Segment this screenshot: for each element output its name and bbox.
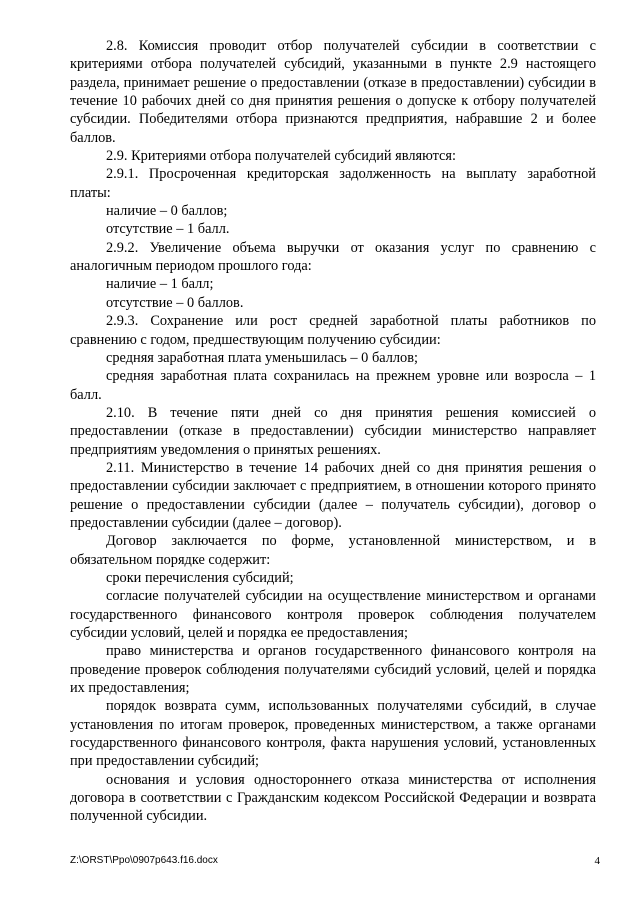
criterion-option: средняя заработная плата уменьшилась – 0 баллов; (106, 349, 418, 366)
contract-item: порядок возврата сумм, использованных получателями субсидий, в случае установления по итогам проверок, проведенных министерством, а также органами государственного финансового контроля, факта нарушения условий, установленных при предоставлении субсидий; (70, 698, 596, 770)
contract-item: согласие получателей субсидии на осуществление министерством и органами государственного финансового контроля проверок соблюдения получателем субсидии условий, целей и порядка ее предоставления; (70, 588, 596, 641)
paragraph-2-9-1: 2.9.1. Просроченная кредиторская задолженность на выплату заработной платы: (70, 166, 596, 201)
paragraph-2-9-3: 2.9.3. Сохранение или рост средней заработной платы работников по сравнению с годом, предшествующим получению субсидии: (70, 313, 596, 348)
contract-paragraph: Договор заключается по форме, установленной министерством, и в обязательном порядке содержит: (70, 533, 596, 568)
criterion-option: наличие – 0 баллов; (106, 203, 228, 220)
criterion-option: средняя заработная плата сохранилась на прежнем уровне или возросла – 1 балл. (70, 368, 596, 403)
contract-item: основания и условия одностороннего отказа министерства от исполнения договора в соответствии с Гражданским кодексом Российской Федерации и возврата полученной субсидии. (70, 771, 596, 825)
contract-item: сроки перечисления субсидий; (106, 569, 294, 586)
paragraph-2-8: 2.8. Комиссия проводит отбор получателей субсидии в соответствии с критериями отбора получателей субсидий, указанными в пункте 2.9 настоящего раздела, принимает решение о предоставлении (отказе в предоставлении) субсидии в течение 10 рабочих дней со дня принятия решения о допуске к отбору получателей субсидии. Победителями отбора признаются предприятия, набравшие 2 и более баллов. (70, 38, 596, 146)
document-body (70, 37, 596, 826)
paragraph-2-9-2: 2.9.2. Увеличение объема выручки от оказания услуг по сравнению с аналогичным периодом прошлого года: (70, 239, 596, 275)
criterion-option: отсутствие – 0 баллов. (106, 294, 244, 311)
criterion-option: отсутствие – 1 балл. (106, 221, 230, 238)
footer-file-path: Z:\ORST\Ppo\0907p643.f16.docx (70, 855, 218, 866)
paragraph-2-10: 2.10. В течение пяти дней со дня принятия решения комиссией о предоставлении (отказе в предоставлении) субсидии министерство направляет предприятиям уведомления о принятых решениях. (70, 404, 596, 458)
paragraph-2-9: 2.9. Критериями отбора получателей субсидий являются: (106, 148, 456, 165)
criterion-option: наличие – 1 балл; (106, 276, 214, 293)
paragraph-2-11: 2.11. Министерство в течение 14 рабочих дней со дня принятия решения о предоставлении субсидии заключает с предприятием, в отношении которого принято решение о предоставлении субсидии (далее – получатель субсидии), договор о предоставлении субсидии (далее – договор). (70, 459, 596, 531)
page-number: 4 (594, 855, 600, 867)
contract-item: право министерства и органов государственного финансового контроля на проведение проверок соблюдения получателями субсидий условий, целей и порядка их предоставления; (70, 643, 596, 697)
